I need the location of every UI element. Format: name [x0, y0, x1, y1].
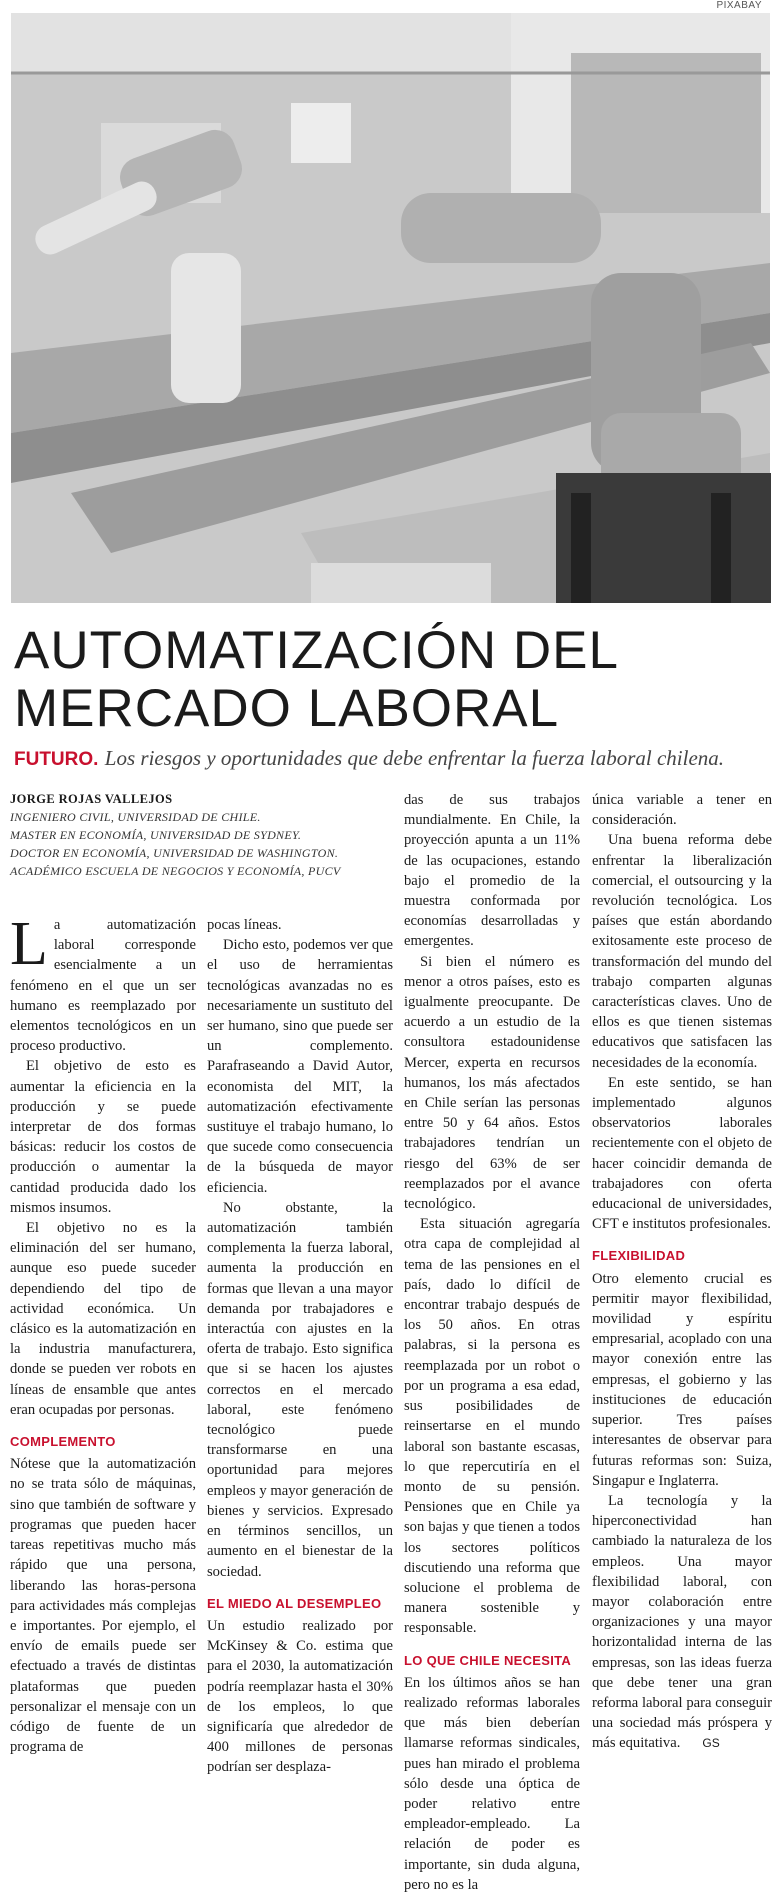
headline-line-2: MERCADO LABORAL	[14, 679, 560, 738]
paragraph-text: La tecnología y la hiperconectividad han cambiado la naturaleza de los empleos. Una mayor flexibilidad laboral, con mayor colaboración entre organizaciones y una mayor horizontalidad interna de las empresas, son las ideas fuerza que debe tener una gran reforma laboral para conseguir una sociedad más próspera y más equitativa.	[592, 1492, 772, 1752]
paragraph: Nótese que la automatización no se trata sólo de máquinas, sino que también de software y programas que pueden hacer tareas repetitivas mucho más rápido que una persona, liberando las horas-persona para actividades más complejas e importantes. Por ejemplo, el envío de emails puede ser efectuado a través de distintas plataformas que pueden personalizar el mensaje con un código de fuente de un programa de	[10, 1456, 196, 1756]
paragraph: El objetivo de esto es aumentar la eficiencia en la producción y se puede interpretar de dos formas básicas: reducir los costos de producción o aumentar la cantidad producida dado los mismos insumos.	[10, 1058, 196, 1216]
author-credential: INGENIERO CIVIL, UNIVERSIDAD DE CHILE.	[10, 810, 261, 824]
paragraph: Dicho esto, podemos ver que el uso de herramientas tecnológicas avanzadas no es necesariamente un sustituto del ser humano, sino que puede ser un complemento. Parafraseando a David Autor, economista del MIT, la automatización efectivamente sustituye el trabajo humano, lo que sucede como consecuencia de la búsqueda de mayor eficiencia.	[207, 937, 393, 1196]
lead	[14, 746, 774, 772]
paragraph: Esta situación agregaría otra capa de complejidad al tema de las pensiones en el país, dado lo difícil de encontrar trabajo después de los 50 años. En otras palabras, si la persona es reemplazada por un robot o por un programa a esa edad, sus posibilidades de reinsertarse en el mundo laboral son bastante escasas, lo que repercutiría en el monto de su pensión. Pensiones que en Chile ya son bajas y que tienen a todos los sectores políticos discutiendo una reforma que solucione el problema de manera sostenible y responsable.	[404, 1216, 580, 1637]
paragraph	[10, 910, 196, 1056]
paragraph: Una buena reforma debe enfrentar la liberalización comercial, el outsourcing y la revolución tecnológica. Los países que están abordando exitosamente este proceso de transformación del mundo del trabajo comparten algunas características claves. Uno de ellos es que tienen sistemas educativos que satisfacen las necesidades de la economía.	[592, 832, 772, 1071]
paragraph: Si bien el número es menor a otros países, esto es igualmente preocupante. De acuerdo a un estudio de la consultora estadounidense Mercer, experta en recursos humanos, los más afectados en Chile serían las personas entre 50 y 64 años. Estos trabajadores tendrían un riesgo del 63% de ser reemplazados por el avance tecnológico.	[404, 953, 580, 1213]
byline	[10, 790, 393, 880]
headline-line-1: AUTOMATIZACIÓN DEL	[14, 621, 619, 680]
photo-credit: PIXABAY	[716, 0, 762, 11]
lead-text: Los riesgos y oportunidades que debe enfrentar la fuerza laboral chilena.	[104, 746, 725, 770]
subhead: EL MIEDO AL DESEMPLEO	[207, 1595, 382, 1611]
dropcap: L	[10, 910, 48, 978]
paragraph: No obstante, la automatización también complementa la fuerza laboral, aumenta la producción en formas que llevan a una mayor demanda por trabajadores e interactúa con ajustes en la oferta de trabajo. Esto significa que si se hacen los ajustes correctos en el mercado laboral, este fenómeno tecnológico puede transformarse en una oportunidad para mejores empleos y mayor generación de bienes y servicios. Expresado en términos sencillos, un aumento en el bienestar de la sociedad.	[207, 1199, 393, 1580]
author-credential: DOCTOR EN ECONOMÍA, UNIVERSIDAD DE WASHINGTON.	[10, 846, 339, 860]
subhead: COMPLEMENTO	[10, 1434, 116, 1450]
paragraph: En este sentido, se han implementado algunos observatorios laborales recientemente con el objeto de hacer coincidir demanda de trabajadores con oferta educacional de universidades, CFT e institutos profesionales.	[592, 1074, 772, 1233]
paragraph: Un estudio realizado por McKinsey & Co. estima que para el 2030, la automatización podría reemplazar hasta el 30% de los empleos, lo que significaría que alrededor de 400 millones de personas podrían ser desplaza-	[207, 1617, 393, 1776]
column-3	[404, 790, 580, 1895]
column-4	[592, 790, 772, 1754]
paragraph: Otro elemento crucial es permitir mayor flexibilidad, movilidad y espíritu empresarial, acoplado con una mayor conexión entre las empresas, el gobierno y las instituciones de educación superior. Tres países interesantes de observar para futuras reformas son: Suiza, Singapur e Inglaterra.	[592, 1270, 772, 1489]
paragraph-text: a automatización laboral corresponde esencialmente a un fenómeno en el que un ser humano es reemplazado por elementos tecnológicos en un proceso productivo.	[10, 917, 196, 1055]
author-name: JORGE ROJAS VALLEJOS	[10, 792, 173, 806]
column-1	[10, 910, 196, 1757]
robot-factory-image	[11, 13, 770, 603]
end-mark: GS	[702, 1736, 720, 1751]
lead-kicker: FUTURO.	[14, 749, 99, 770]
paragraph: En los últimos años se han realizado reformas laborales que más bien deberían llamarse reformas sindicales, pues han mirado el problema sólo desde una óptica de poder relativo entre empleador-empleado. La relación de poder es importante, sin duda alguna, pero no es la	[404, 1674, 580, 1893]
headline	[14, 622, 764, 738]
paragraph: única variable a tener en consideración.	[592, 792, 772, 829]
author-credential: MASTER EN ECONOMÍA, UNIVERSIDAD DE SYDNEY.	[10, 828, 302, 842]
paragraph: pocas líneas.	[207, 917, 282, 933]
subhead: LO QUE CHILE NECESITA	[404, 1652, 572, 1668]
subhead: FLEXIBILIDAD	[592, 1248, 686, 1264]
author-credential: ACADÉMICO ESCUELA DE NEGOCIOS Y ECONOMÍA, PUCV	[10, 864, 341, 878]
paragraph: das de sus trabajos mundialmente. En Chile, la proyección apunta a un 11% de las ocupaciones, estando bajo el promedio de la muestra conformada por economías desarrolladas y emergentes.	[404, 792, 580, 950]
paragraph	[592, 1491, 772, 1754]
column-2	[207, 915, 393, 1778]
article-photo	[11, 13, 770, 603]
paragraph: El objetivo no es la eliminación del ser humano, aunque eso puede suceder dependiendo del tipo de actividad económica. Un clásico es la automatización en la industria manufacturera, donde se pueden ver robots en líneas de ensamble que antes eran ocupadas por personas.	[10, 1220, 196, 1418]
